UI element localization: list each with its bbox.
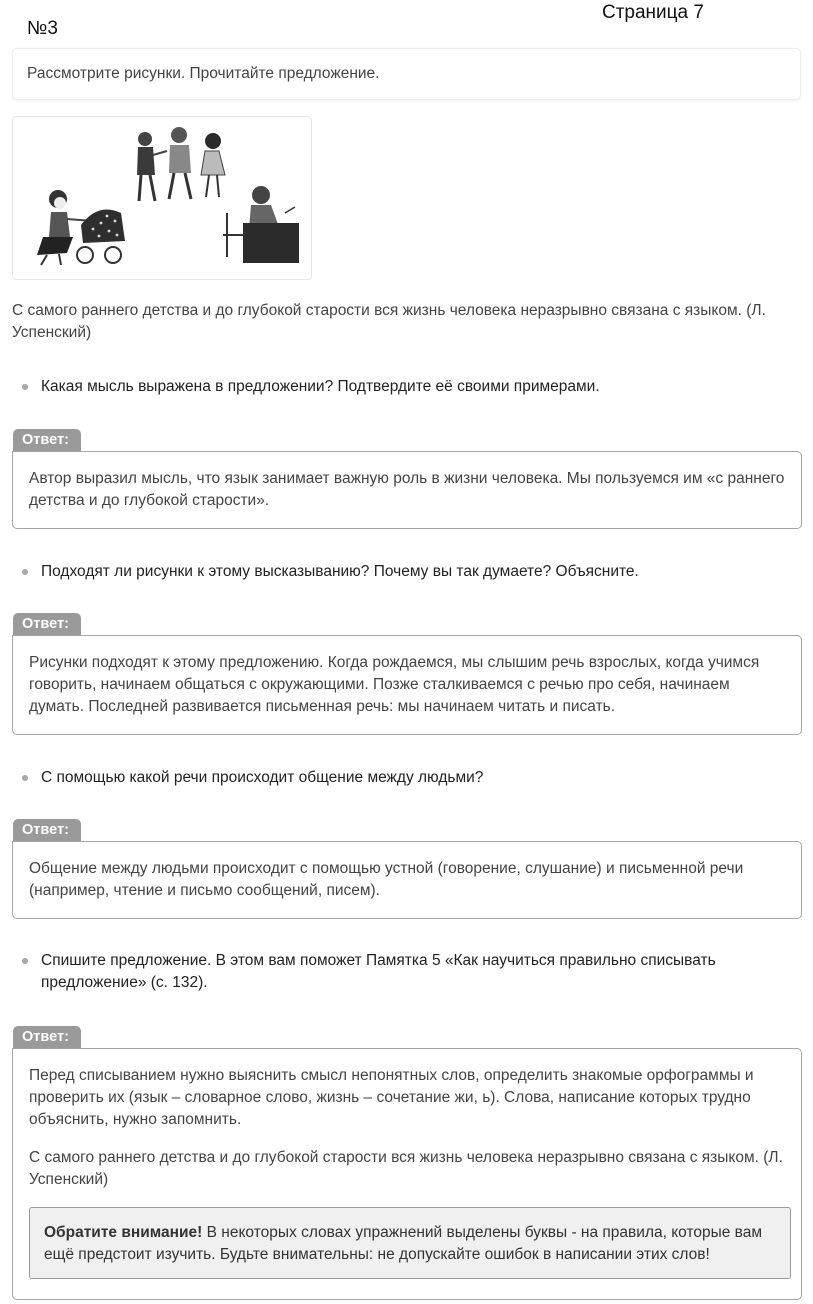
answer-paragraph: Перед списыванием нужно выяснить смысл непонятных слов, определить знакомые орфограммы и проверить их (язык – словарное слово, жизнь – сочетание жи, ь). Слова, написание которых трудно объяснить, нужно запомнить.: [29, 1067, 754, 1128]
bullet-icon: [22, 384, 28, 390]
bullet-icon: [22, 569, 28, 575]
question-text: Какая мысль выражена в предложении? Подтвердите её своими примерами.: [41, 378, 600, 395]
note-title: Обратите внимание!: [44, 1224, 203, 1241]
answer-label: Ответ:: [13, 613, 81, 635]
answer-box-2: [12, 635, 802, 735]
talking-children-icon: [137, 127, 225, 201]
question-1: [22, 376, 782, 398]
question-text: С помощью какой речи происходит общение между людьми?: [41, 769, 484, 786]
answer-box-3: [12, 841, 802, 919]
answer-box-1: [12, 451, 802, 529]
illustration: [12, 116, 312, 280]
child-with-pram-icon: [37, 190, 125, 265]
question-2: [22, 561, 782, 583]
question-3: [22, 767, 782, 789]
writing-child-icon: [223, 186, 299, 263]
instruction-text: Рассмотрите рисунки. Прочитайте предложение.: [27, 65, 380, 82]
answer-paragraph: Рисунки подходят к этому предложению. Когда рождаемся, мы слышим речь взрослых, когда учимся говорить, начинаем общаться с окружающими. Позже сталкиваемся с речью про себя, начинаем думать. Последней развивается письменная речь: мы начинаем читать и писать.: [29, 654, 760, 715]
answer-label: Ответ:: [13, 1026, 81, 1048]
answer-label: Ответ:: [13, 819, 81, 841]
bullet-icon: [22, 958, 28, 964]
quote-text: С самого раннего детства и до глубокой старости вся жизнь человека неразрывно связана с языком. (Л. Успенский): [12, 302, 766, 341]
illustration-drawing: [13, 117, 311, 279]
question-text: Подходят ли рисунки к этому высказыванию? Почему вы так думаете? Объясните.: [41, 563, 639, 580]
attention-note: [29, 1207, 791, 1279]
bullet-icon: [22, 775, 28, 781]
question-text: Спишите предложение. В этом вам поможет Памятка 5 «Как научиться правильно списывать предложение» (с. 132).: [41, 952, 716, 991]
task-number: №3: [27, 18, 58, 39]
instruction-box: [12, 48, 801, 100]
question-4: [22, 950, 782, 994]
answer-label: Ответ:: [13, 429, 81, 451]
answer-paragraph: С самого раннего детства и до глубокой старости вся жизнь человека неразрывно связана с языком. (Л. Успенский): [29, 1149, 783, 1188]
answer-paragraph: Автор выразил мысль, что язык занимает важную роль в жизни человека. Мы пользуемся им «с раннего детства и до глубокой старости».: [29, 470, 785, 509]
answer-box-4: [12, 1048, 802, 1300]
page-number: Страница 7: [602, 2, 704, 23]
answer-paragraph: Общение между людьми происходит с помощью устной (говорение, слушание) и письменной речи (например, чтение и письмо сообщений, писем).: [29, 860, 744, 899]
note-text: В некоторых словах упражнений выделены буквы - на правила, которые вам ещё предстоит изучить. Будьте внимательны: не допускайте ошибок в написании этих слов!: [44, 1224, 763, 1263]
